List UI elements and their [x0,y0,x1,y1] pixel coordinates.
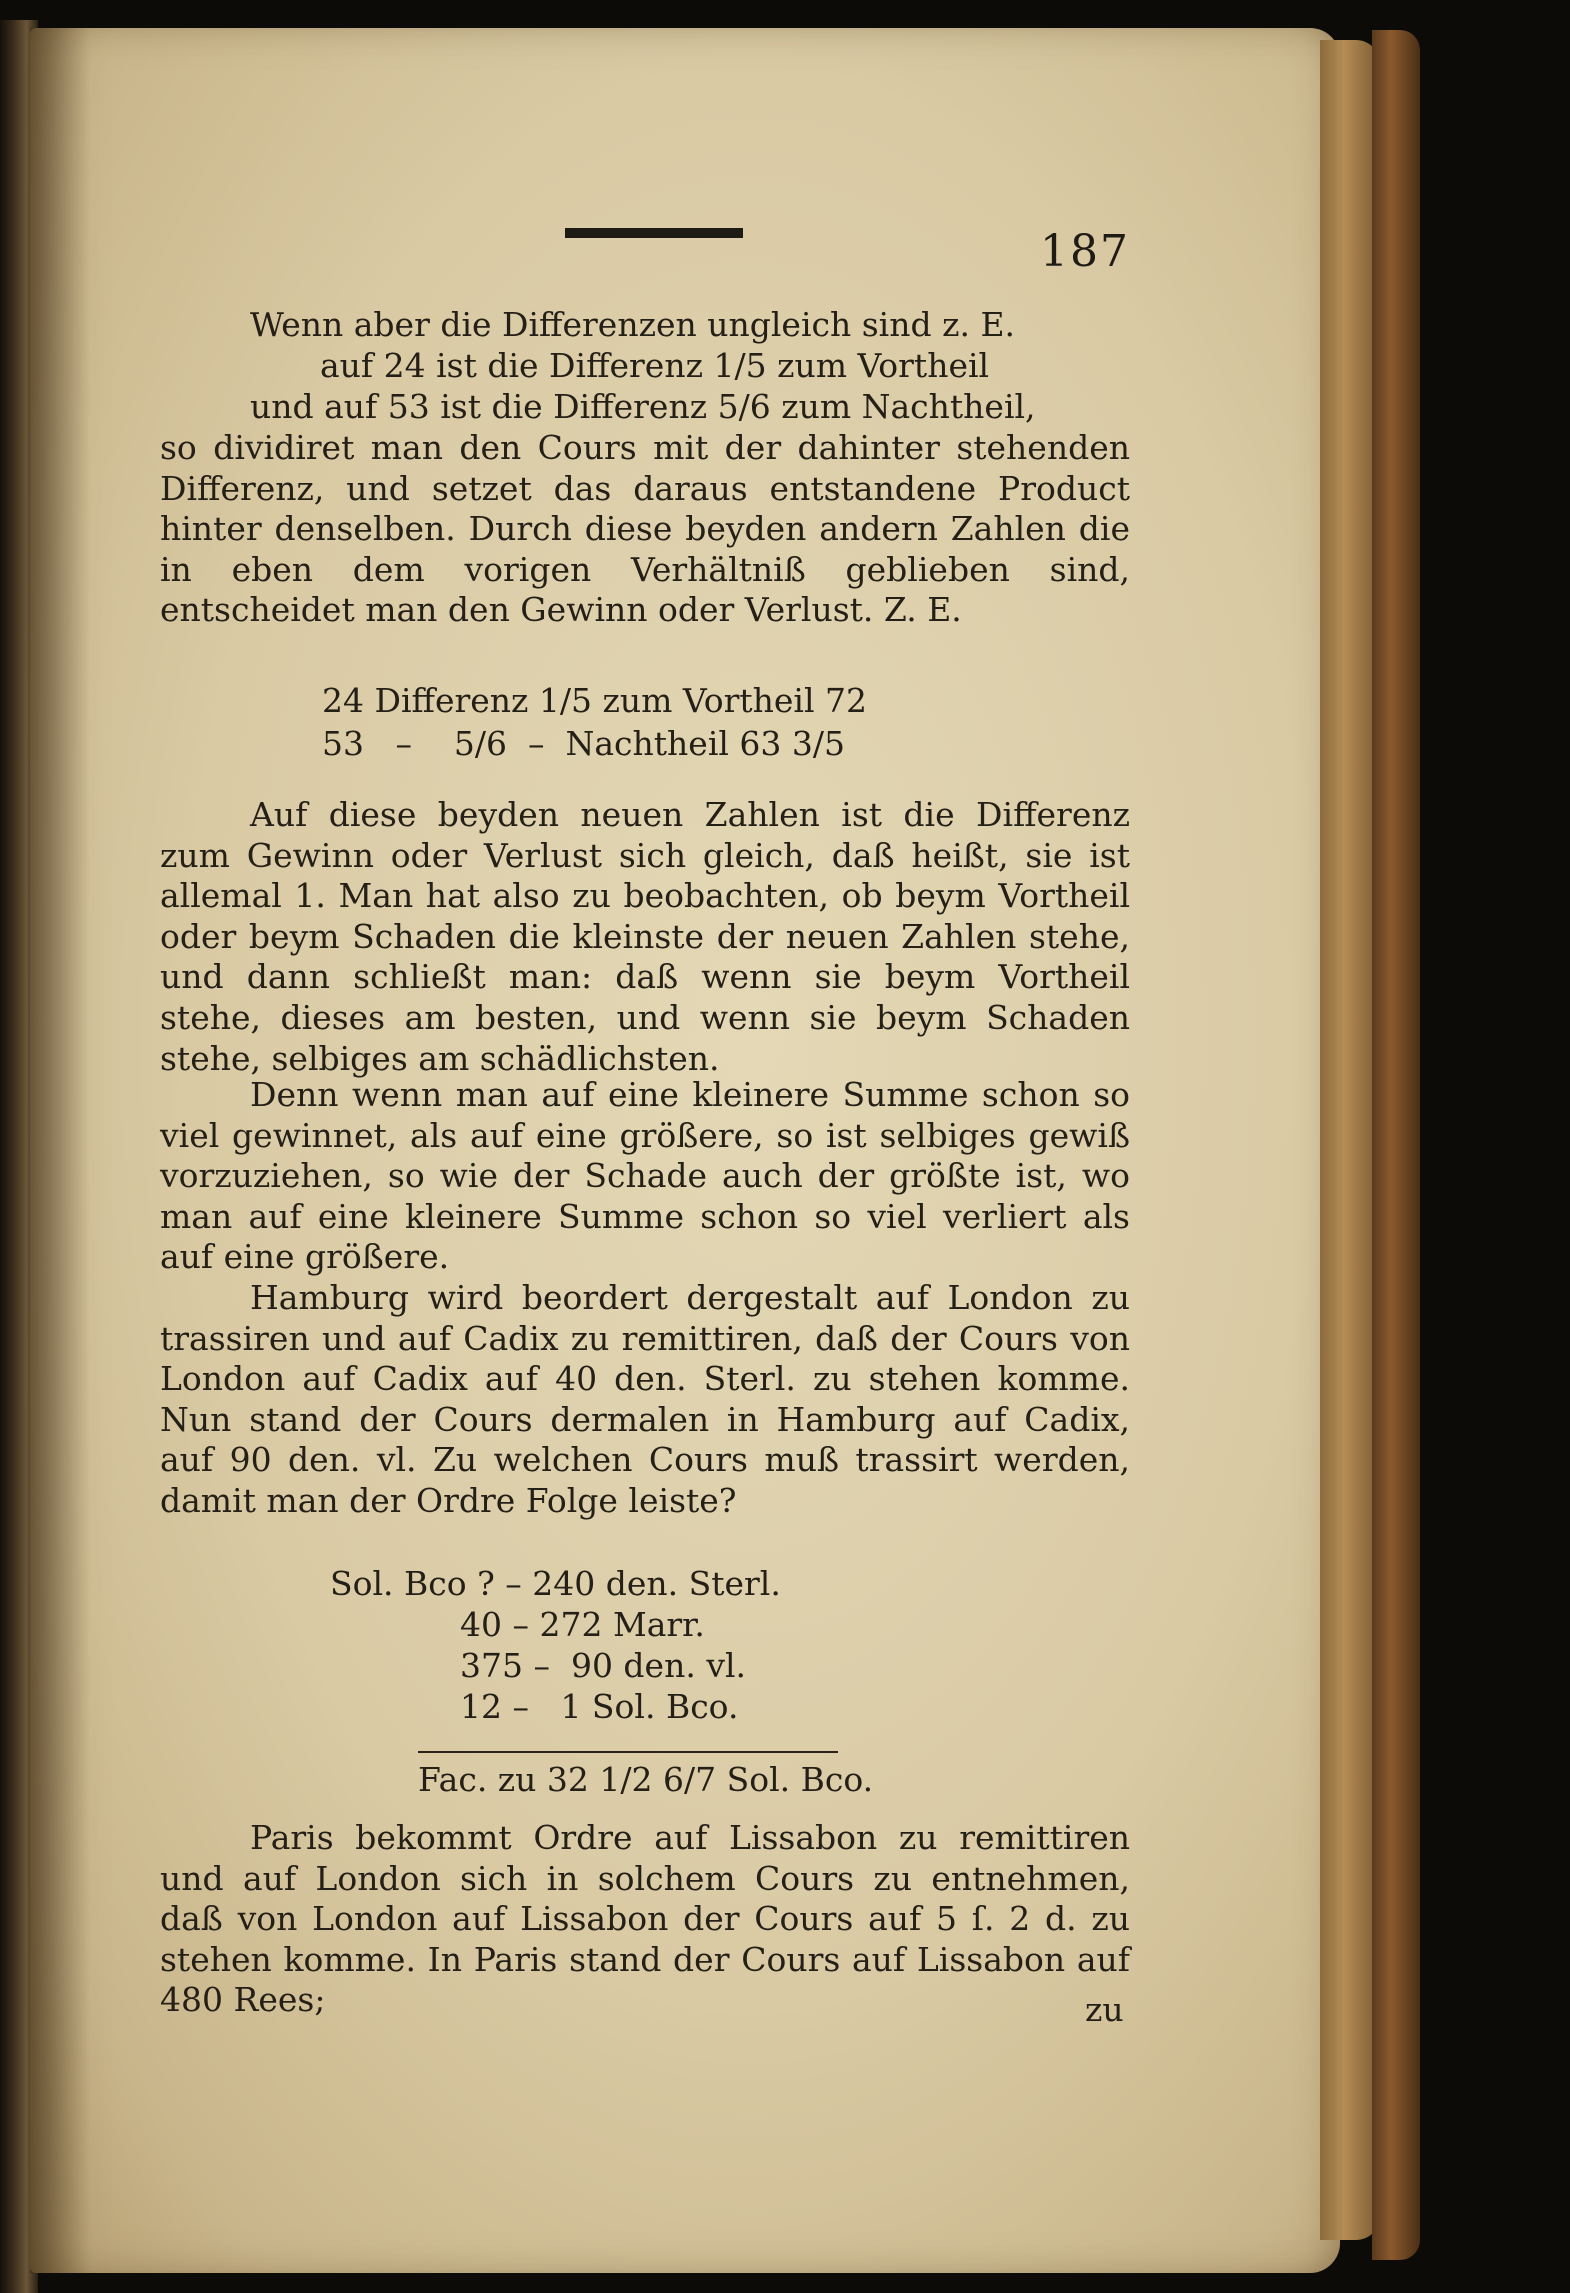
fore-edge [1320,40,1380,2240]
example-2-result: Fac. zu 32 1/2 6/7 Sol. Bco. [418,1760,874,1799]
paragraph-3: Denn wenn man auf eine kleinere Summe schon so viel gewinnet, als auf eine größere, so ist selbiges gewiß vorzuziehen, so wie der Schade auch der größte ist, wo man auf eine kleinere Summe schon so viel verliert als auf eine größere. [160,1075,1130,1277]
paragraph-1-body: so dividiret man den Cours mit der dahinter stehenden Differenz, und setzet das daraus entstandene Product hinter denselben. Durch diese beyden andern Zahlen die in eben dem vorigen Verhältniß geblieben sind, entscheidet man den Gewinn oder Verlust. Z. E. [160,428,1130,630]
example-1-row-1: 24 Differenz 1/5 zum Vortheil 72 [322,681,867,720]
paragraph-4: Hamburg wird beordert dergestalt auf London zu trassiren und auf Cadix zu remittiren, daß der Cours von London auf Cadix auf 40 den. Sterl. zu stehen komme. Nun stand der Cours dermalen in Hamburg auf Cadix, auf 90 den. vl. Zu welchen Cours muß trassirt werden, damit man der Ordre Folge leiste? [160,1278,1130,1520]
gutter-shadow [30,28,90,2273]
example-2-row-1: Sol. Bco ? – 240 den. Sterl. [330,1564,781,1603]
paragraph-1-line-2: auf 24 ist die Differenz 1/5 zum Vortheil [320,346,990,385]
example-2-row-4: 12 – 1 Sol. Bco. [460,1687,739,1726]
page-number: 187 [1040,226,1130,277]
catchword: zu [1085,1990,1124,2029]
sum-line [418,1751,838,1753]
leather-cover-edge [1372,30,1420,2260]
paragraph-1-line-3: und auf 53 ist die Differenz 5/6 zum Nachtheil, [250,387,1036,426]
paragraph-5: Paris bekommt Ordre auf Lissabon zu remittiren und auf London sich in solchem Cours zu entnehmen, daß von London auf Lissabon der Cours auf 5 ſ. 2 d. zu stehen komme. In Paris stand der Cours auf Lissabon auf 480 Rees; [160,1818,1130,2020]
paragraph-2: Auf diese beyden neuen Zahlen ist die Differenz zum Gewinn oder Verlust sich gleich, daß heißt, sie ist allemal 1. Man hat also zu beobachten, ob beym Vortheil oder beym Schaden die kleinste der neuen Zahlen stehe, und dann schließt man: daß wenn sie beym Vortheil stehe, dieses am besten, und wenn sie beym Schaden stehe, selbiges am schädlichsten. [160,795,1130,1078]
paragraph-1-heading: Wenn aber die Differenzen ungleich sind z. E. [250,305,1016,344]
example-2-row-2: 40 – 272 Marr. [460,1605,705,1644]
header-rule [565,228,743,238]
example-1-row-2: 53 – 5/6 – Nachtheil 63 3/5 [322,724,846,763]
example-2-row-3: 375 – 90 den. vl. [460,1646,747,1685]
